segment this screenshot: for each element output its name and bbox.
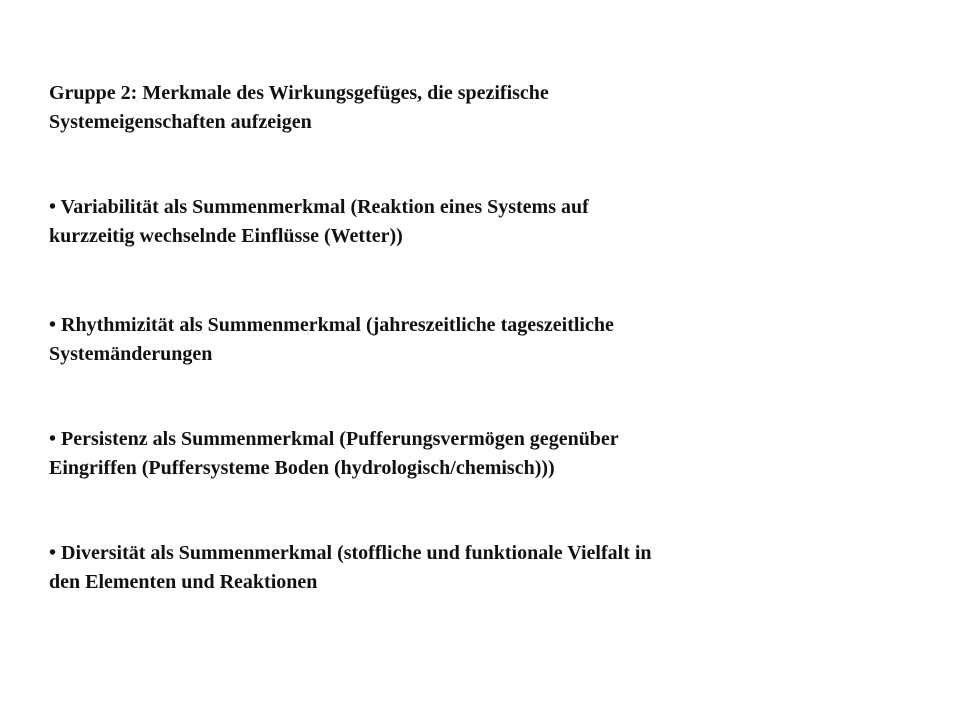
bullet-line-1: • Diversität als Summenmerkmal (stoffliche und funktionale Vielfalt in bbox=[49, 542, 652, 564]
bullet-item-variabilitaet bbox=[49, 193, 829, 251]
bullet-line-2: Eingriffen (Puffersysteme Boden (hydrologisch/chemisch))) bbox=[49, 457, 555, 479]
bullet-line-2: kurzzeitig wechselnde Einflüsse (Wetter)) bbox=[49, 225, 403, 247]
bullet-item-diversitaet bbox=[49, 539, 829, 597]
slide-heading bbox=[49, 79, 829, 137]
bullet-item-rhythmizitaet bbox=[49, 311, 829, 369]
bullet-line-2: den Elementen und Reaktionen bbox=[49, 571, 318, 593]
bullet-line-1: • Rhythmizität als Summenmerkmal (jahreszeitliche tageszeitliche bbox=[49, 314, 614, 336]
bullet-line-1: • Persistenz als Summenmerkmal (Pufferungsvermögen gegenüber bbox=[49, 428, 619, 450]
bullet-item-persistenz bbox=[49, 425, 829, 483]
bullet-line-2: Systemänderungen bbox=[49, 343, 213, 365]
heading-line-2: Systemeigenschaften aufzeigen bbox=[49, 111, 312, 133]
bullet-line-1: • Variabilität als Summenmerkmal (Reaktion eines Systems auf bbox=[49, 196, 589, 218]
heading-line-1: Gruppe 2: Merkmale des Wirkungsgefüges, die spezifische bbox=[49, 82, 549, 104]
